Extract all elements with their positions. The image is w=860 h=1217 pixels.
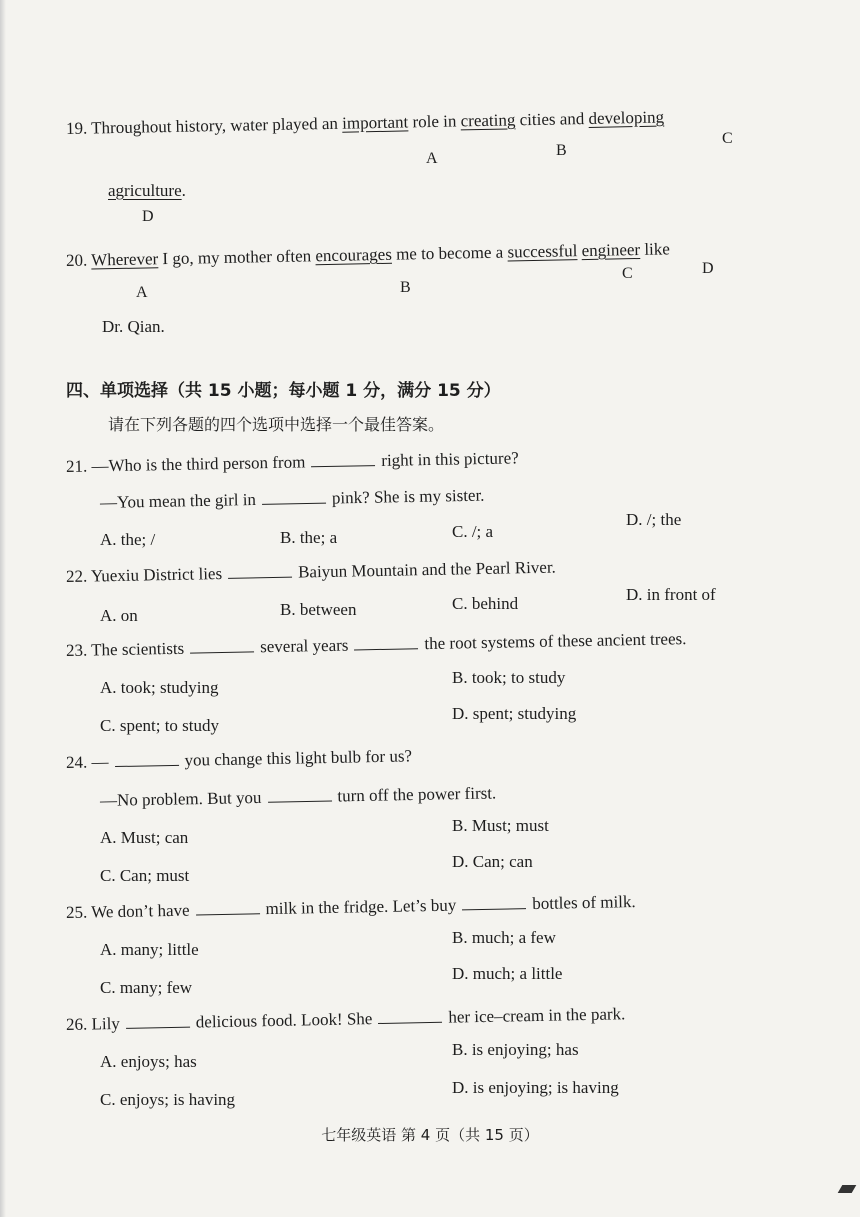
underlined-d: agriculture <box>108 181 182 200</box>
underlined-d: engineer <box>581 239 641 261</box>
question-text: . <box>181 181 186 200</box>
option-d: D. in front of <box>626 585 716 604</box>
question-21 <box>66 447 519 478</box>
option-c: C. enjoys; is having <box>100 1090 236 1109</box>
question-21-line2 <box>100 485 485 514</box>
underlined-a: Wherever <box>91 249 159 270</box>
question-24 <box>66 745 412 774</box>
question-text: Yuexiu District lies <box>90 564 223 586</box>
question-text: you change this light bulb for us? <box>184 746 413 770</box>
answer-blank <box>228 563 292 579</box>
answer-blank <box>126 1013 190 1029</box>
question-text: delicious food. Look! She <box>195 1009 373 1032</box>
option-d: D. much; a little <box>452 964 563 983</box>
underlined-c: developing <box>588 107 665 128</box>
question-22 <box>66 557 556 588</box>
question-text: bottles of milk. <box>532 892 636 914</box>
label-d: D <box>142 208 154 225</box>
question-text: milk in the fridge. Let’s buy <box>265 895 457 919</box>
option-b: B. took; to study <box>452 668 566 687</box>
question-text: the root systems of these ancient trees. <box>424 629 687 654</box>
question-text: cities and <box>519 109 585 130</box>
question-text: Lily <box>91 1013 121 1034</box>
answer-blank <box>195 899 259 915</box>
option-c: C. /; a <box>452 522 494 541</box>
page-footer: 七年级英语 第 4 页（共 15 页） <box>321 1126 539 1144</box>
question-20-line2: Dr. Qian. <box>102 317 165 336</box>
label-b: B <box>556 142 567 159</box>
label-a: A <box>426 150 438 167</box>
label-a: A <box>136 284 148 301</box>
option-c: C. many; few <box>100 978 193 997</box>
question-text: —Who is the third person from <box>91 452 306 476</box>
answer-blank <box>114 751 178 767</box>
question-number: 20. <box>65 250 88 270</box>
answer-blank <box>311 451 375 467</box>
question-25 <box>66 891 636 924</box>
option-a: A. on <box>100 606 138 625</box>
question-number: 21. <box>65 456 88 476</box>
question-text: —No problem. But you <box>99 787 262 810</box>
question-text: —You mean the girl in <box>99 490 257 512</box>
question-text: — <box>91 752 109 772</box>
answer-blank <box>378 1008 442 1024</box>
label-d: D <box>702 260 714 277</box>
answer-blank <box>267 787 331 803</box>
question-text: Baiyun Mountain and the Pearl River. <box>297 557 557 582</box>
question-20 <box>66 238 670 272</box>
question-text: right in this picture? <box>381 448 519 470</box>
question-text: several years <box>259 635 349 657</box>
option-a: A. the; / <box>100 530 156 549</box>
underlined-b: creating <box>460 110 516 131</box>
question-text: Throughout history, water played an <box>91 113 339 138</box>
question-text: like <box>644 239 671 259</box>
option-a: A. enjoys; has <box>100 1052 197 1071</box>
underlined-c: successful <box>507 241 578 262</box>
question-number: 24. <box>65 752 88 772</box>
option-b: B. much; a few <box>452 928 556 947</box>
question-text: me to become a <box>395 242 504 264</box>
question-number: 19. <box>65 118 88 138</box>
option-b: B. the; a <box>280 528 338 547</box>
option-a: A. took; studying <box>100 678 219 697</box>
option-d: D. spent; studying <box>452 704 577 723</box>
option-b: B. between <box>280 600 357 619</box>
question-number: 25. <box>65 902 88 922</box>
section-instruction: 请在下列各题的四个选项中选择一个最佳答案。 <box>108 415 445 434</box>
question-text: role in <box>412 111 457 132</box>
question-text: I go, my mother often <box>162 246 312 269</box>
question-number: 22. <box>65 566 88 586</box>
scan-corner-mark <box>838 1185 857 1193</box>
question-19 <box>66 107 664 140</box>
answer-blank <box>354 634 418 650</box>
answer-blank <box>462 894 526 910</box>
scan-edge-shadow <box>0 0 6 1217</box>
label-b: B <box>400 279 411 296</box>
question-26 <box>66 1003 626 1036</box>
answer-blank <box>262 489 326 505</box>
option-d: D. Can; can <box>452 852 533 871</box>
question-text: We don’t have <box>91 900 190 922</box>
question-text: her ice–cream in the park. <box>448 1004 626 1027</box>
question-24-line2 <box>100 782 497 812</box>
question-number: 26. <box>65 1014 88 1034</box>
underlined-a: important <box>341 112 409 133</box>
question-text: pink? She is my sister. <box>331 485 485 508</box>
option-a: A. many; little <box>100 940 199 959</box>
underlined-b: encourages <box>315 244 393 266</box>
label-c: C <box>622 265 633 282</box>
option-b: B. Must; must <box>452 816 549 835</box>
option-d: D. is enjoying; is having <box>452 1078 619 1097</box>
option-d: D. /; the <box>626 510 682 529</box>
question-23 <box>66 628 687 662</box>
question-text: The scientists <box>91 638 185 660</box>
question-number: 23. <box>65 640 88 660</box>
option-c: C. spent; to study <box>100 716 220 735</box>
option-b: B. is enjoying; has <box>452 1040 579 1059</box>
answer-blank <box>190 637 254 653</box>
section-title: 四、单项选择（共 15 小题；每小题 1 分，满分 15 分） <box>66 381 501 401</box>
option-a: A. Must; can <box>100 828 189 847</box>
question-text: turn off the power first. <box>337 783 497 806</box>
question-19-line2 <box>108 180 186 202</box>
option-c: C. behind <box>452 594 519 613</box>
option-c: C. Can; must <box>100 866 190 885</box>
label-c: C <box>722 130 733 147</box>
